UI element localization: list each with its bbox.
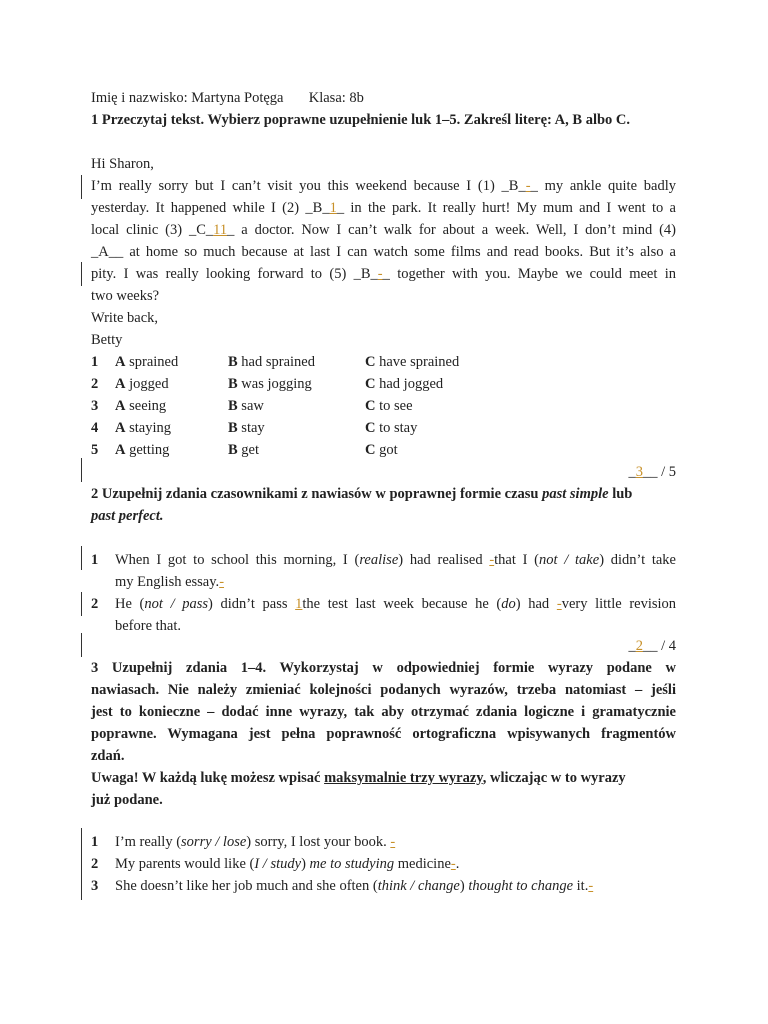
letter-line: I’m really sorry but I can’t visit you this weekend because I (1) _B_-_ my ankle quite badly bbox=[91, 178, 676, 194]
sentence-line: my English essay.- bbox=[115, 574, 225, 590]
task3-note-cont: już podane. bbox=[91, 792, 163, 808]
sentence-line: I’m really (sorry / lose) sorry, I lost your book. - bbox=[115, 834, 396, 850]
class-label: Klasa: bbox=[308, 90, 346, 106]
letter-line: pity. I was really looking forward to (5) _B_-_ together with you. Maybe we could meet in bbox=[91, 266, 676, 282]
name-label: Imię i nazwisko: bbox=[91, 90, 188, 106]
answer-mark: - bbox=[489, 552, 495, 568]
answer-mark: - bbox=[588, 878, 594, 894]
sentence-line: My parents would like (I / study) me to studying medicine-. bbox=[115, 856, 460, 872]
task2-score: _2__ / 4 bbox=[628, 638, 676, 654]
letter-closing: Write back, bbox=[91, 310, 159, 326]
letter-line: two weeks? bbox=[91, 288, 160, 304]
answer-mark: 1 bbox=[329, 200, 337, 216]
task2-instruction: 2 Uzupełnij zdania czasownikami z nawiasów w poprawnej formie czasu past simple lub bbox=[91, 486, 633, 502]
letter-signature: Betty bbox=[91, 332, 123, 348]
sentence-number: 2 bbox=[91, 856, 99, 872]
sentence-line: When I got to school this morning, I (realise) had realised -that I (not / take) didn’t take bbox=[115, 552, 676, 568]
margin-bar bbox=[81, 175, 82, 199]
answer-mark: - bbox=[450, 856, 456, 872]
answer-mark: 1 bbox=[295, 596, 303, 612]
score-value: 2 bbox=[635, 638, 643, 654]
answer-mark: - bbox=[556, 596, 562, 612]
sentence-line: She doesn’t like her job much and she often (think / change) thought to change it.- bbox=[115, 878, 594, 894]
letter-line: local clinic (3) _C_11_ a doctor. Now I can’t walk for about a week. Well, I don’t mind (4) bbox=[91, 222, 676, 238]
answer-mark: - bbox=[377, 266, 383, 282]
option-row: 2 A jogged B was jogging C had jogged bbox=[91, 376, 444, 392]
student-info bbox=[91, 88, 364, 108]
margin-bar bbox=[81, 546, 82, 570]
option-row: 1 A sprained B had sprained C have sprained bbox=[91, 354, 460, 370]
sentence-number: 1 bbox=[91, 552, 99, 568]
sentence-number: 3 bbox=[91, 878, 99, 894]
answer-mark: - bbox=[525, 178, 531, 194]
sentence-number: 2 bbox=[91, 596, 99, 612]
answer-mark: - bbox=[390, 834, 396, 850]
sentence-line: before that. bbox=[115, 618, 182, 634]
student-answer: thought to change bbox=[468, 878, 574, 894]
sentence-line: He (not / pass) didn’t pass 1the test last week because he (do) had -very little revision bbox=[115, 596, 677, 612]
option-row: 5 A getting B get C got bbox=[91, 442, 398, 458]
option-row: 3 A seeing B saw C to see bbox=[91, 398, 413, 414]
margin-bar bbox=[81, 633, 82, 657]
sentence-number: 1 bbox=[91, 834, 99, 850]
letter-line: _A__ at home so much because at last I can watch some films and read books. But it’s also a bbox=[91, 244, 676, 260]
task1-instruction: 1 Przeczytaj tekst. Wybierz poprawne uzupełnienie luk 1–5. Zakreśl literę: A, B albo C. bbox=[91, 112, 631, 128]
student-answer: me to studying bbox=[309, 856, 395, 872]
task3-note: Uwaga! W każdą lukę możesz wpisać maksymalnie trzy wyrazy, wliczając w to wyrazy bbox=[91, 770, 626, 786]
option-row: 4 A staying B stay C to stay bbox=[91, 420, 418, 436]
class-value: 8b bbox=[349, 90, 364, 106]
margin-bar bbox=[81, 828, 82, 900]
margin-bar bbox=[81, 262, 82, 286]
task2-instruction-cont: past perfect. bbox=[91, 508, 164, 524]
letter-line: yesterday. It happened while I (2) _B_1_ in the park. It really hurt! My mum and I went to a bbox=[91, 200, 676, 216]
student-name: Martyna Potęga bbox=[191, 90, 284, 106]
answer-mark: 11 bbox=[213, 222, 228, 238]
letter-greeting: Hi Sharon, bbox=[91, 156, 154, 172]
task1-score: _3__ / 5 bbox=[628, 464, 676, 480]
answer-mark: - bbox=[219, 574, 225, 590]
margin-bar bbox=[81, 592, 82, 616]
margin-bar bbox=[81, 458, 82, 482]
score-value: 3 bbox=[635, 464, 643, 480]
